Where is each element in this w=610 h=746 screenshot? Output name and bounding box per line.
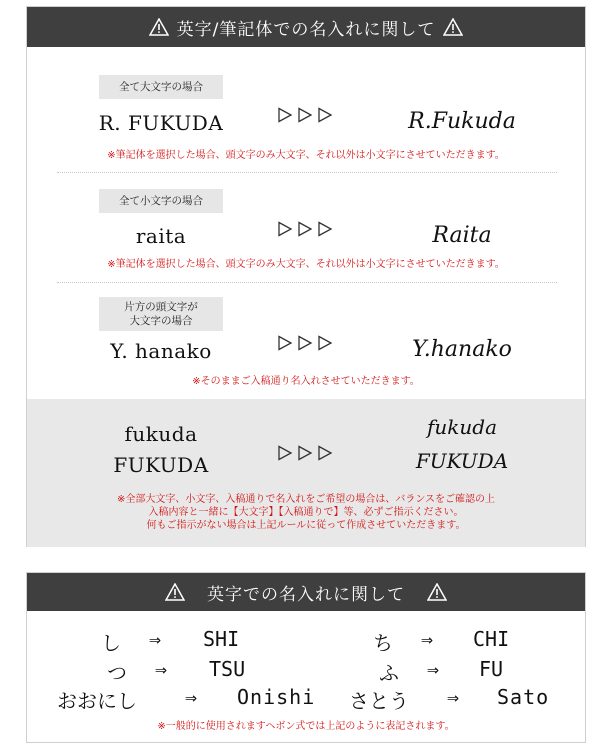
romaji: CHI [473,627,510,651]
arrow-group [277,335,343,351]
romaji: FU [479,657,504,681]
romaji: Sato [497,685,550,709]
kana: し [101,631,121,655]
red-note: ※一般的に使用されますヘボン式では上記のように表記されます。 [157,721,455,732]
section-header [27,573,585,611]
triangle-right-outline-icon [297,107,313,123]
red-note: ※筆記体を選択した場合、頭文字のみ大文字、それ以外は小文字にさせていただきます。 [107,259,505,270]
kana: さとう [349,689,409,713]
red-note: 何もご指示がない場合は上記ルールに従って作成させていただきます。 [146,520,466,531]
input-example: raita [135,224,187,248]
cursive-result: R.Fukuda [408,109,516,134]
red-note: ※筆記体を選択した場合、頭文字のみ大文字、それ以外は小文字にさせていただきます。 [107,150,505,161]
kana: ふ [379,661,399,685]
divider [57,282,557,283]
triangle-right-outline-icon [297,335,313,351]
triangle-right-outline-icon [297,445,313,461]
kana: つ [107,661,127,685]
triangle-right-outline-icon [317,445,333,461]
triangle-right-outline-icon [277,221,293,237]
arrow-icon: ⇒ [149,627,162,651]
triangle-right-outline-icon [297,221,313,237]
arrow-icon: ⇒ [155,657,168,681]
section-title: 英字/筆記体での名入れに関して [176,19,436,40]
kana: おおにし [57,689,137,713]
cursive-result: FUKUDA [415,449,509,473]
arrow-group [277,221,343,237]
romaji: SHI [203,627,240,651]
case-tag: 全て大文字の場合 [99,75,223,99]
red-note: ※そのままご入稿通り名入れさせていただきます。 [192,376,420,387]
triangle-right-outline-icon [317,107,333,123]
case-tag-line: 片方の頭文字が [124,301,198,313]
arrow-icon: ⇒ [421,627,434,651]
arrow-icon: ⇒ [447,685,460,709]
input-example: Y. hanako [110,339,212,363]
red-note: ※全部大文字、小文字、入稿通りで名入れをご希望の場合は、バランスをご確認の上 [116,494,496,505]
arrow-icon: ⇒ [185,685,198,709]
divider [57,172,557,173]
cursive-result: Y.hanako [412,337,512,362]
triangle-right-outline-icon [277,445,293,461]
warning-icon [427,583,447,601]
romaji: TSU [209,657,246,681]
triangle-right-outline-icon [277,107,293,123]
romaji: Onishi [237,685,316,709]
cursive-result: Raita [432,223,492,248]
section-title: 英字での名入れに関して [207,584,405,605]
section-header [27,7,585,47]
triangle-right-outline-icon [317,335,333,351]
case-tag-line: 大文字の場合 [129,315,193,327]
arrow-icon: ⇒ [427,657,440,681]
triangle-right-outline-icon [277,335,293,351]
input-example: FUKUDA [113,453,209,477]
cursive-result: fukuda [426,415,497,439]
kana: ち [373,631,393,655]
romaji-naming-panel [26,572,586,743]
warning-icon [149,18,169,36]
arrow-group [277,445,343,461]
cursive-naming-panel [26,6,586,547]
red-note: 入稿内容と一緒に【大文字】【入稿通りで】等、必ずご指示ください。 [148,507,464,518]
input-example: R. FUKUDA [98,111,224,135]
warning-icon [165,583,185,601]
arrow-group [277,107,343,123]
case-tag: 全て小文字の場合 [99,189,223,213]
input-example: fukuda [124,422,198,446]
case-tag [99,297,223,331]
warning-icon [443,18,463,36]
triangle-right-outline-icon [317,221,333,237]
